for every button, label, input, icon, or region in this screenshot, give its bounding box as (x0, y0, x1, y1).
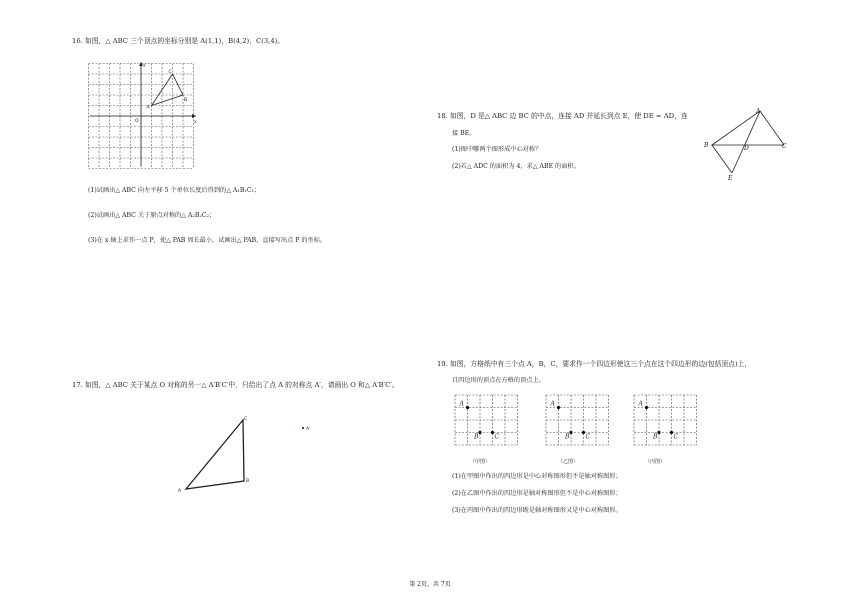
segment-be (712, 145, 732, 173)
point-a-label: A (146, 105, 150, 111)
point-a (466, 406, 469, 409)
origin-label: O (135, 119, 139, 124)
point-b-label: B (653, 433, 658, 441)
point-e-label: E (728, 175, 733, 182)
caption-yi: （乙图） (558, 459, 579, 465)
point-b (569, 431, 572, 434)
point-c-label: C (494, 433, 500, 441)
caption-jia: （甲图） (470, 459, 491, 465)
q17-triangle-figure (170, 410, 330, 500)
q18-stem-cont: 接 BE。 (452, 130, 476, 137)
x-axis-label: x (194, 120, 197, 125)
point-b-label: B (474, 433, 479, 441)
point-b (657, 431, 660, 434)
grid-2 (546, 395, 609, 445)
q16-part1: (1)试画出△ ABC 向左平移 5 个单位长度后得到的△ A₁B₁C₁； (88, 187, 261, 194)
q18-part1: (1)图中哪两个图形成中心对称？ (452, 146, 542, 153)
q19-part1: (1)在甲图中作出的四边形是中心对称图形但不是轴对称图形； (452, 473, 622, 480)
point-b (478, 431, 481, 434)
q18-stem: 18. 如图，D 是△ ABC 边 BC 的中点，连接 AD 并延长到点 E，使 DE = AD，连 (437, 112, 688, 120)
q16-stem: 16. 如图，△ ABC 三个顶点的坐标分别是 A(1,1)，B(4,2)，C(3,4)。 (72, 37, 285, 45)
q19-part3: (3)在丙图中作出的四边形既是轴对称图形又是中心对称图形。 (452, 507, 622, 514)
point-c-label: C (673, 433, 679, 441)
point-c-label: C (244, 417, 248, 422)
q18-part2: (2)若△ ADC 的面积为 4，求△ ABE 的面积。 (452, 163, 580, 170)
q19-part2: (2)在乙图中作出的四边形是轴对称图形但不是中心对称图形； (452, 490, 622, 497)
point-a-label: A (550, 400, 555, 408)
q16-coordinate-graph (88, 60, 203, 170)
triangle-abc (712, 111, 784, 145)
point-a-prime (302, 427, 304, 429)
triangle-abc (152, 74, 184, 106)
point-a-label: A (178, 489, 182, 494)
point-b-label: B (565, 433, 570, 441)
point-a-label: A (459, 400, 464, 408)
point-c-label: C (585, 433, 591, 441)
q17-stem: 17. 如图，△ ABC 关于某点 O 对称的另一△ A′B′C′中，只给出了点 A 的对称点 A′，请画出 O 和△ A′B′C′。 (72, 381, 399, 389)
caption-bing: （丙图） (645, 459, 666, 465)
point-a-label: A (638, 400, 643, 408)
triangle-abc (186, 420, 244, 489)
q16-part2: (2)试画出△ ABC 关于原点对称的△ A₂B₂C₂； (88, 212, 216, 219)
grid-1 (455, 395, 518, 445)
page-footer: 第 2页，共 7页 (409, 581, 451, 588)
grid-3 (634, 395, 697, 445)
point-a-label: A (756, 108, 761, 115)
y-axis-label: y (143, 63, 146, 68)
q19-grid-figures (450, 393, 710, 468)
point-a-prime-label: A′ (306, 427, 311, 432)
q16-part3: (3)在 x 轴上求作一点 P，使△ PAB 周长最小，试画出△ PAB，直接写出点 P 的坐标。 (88, 237, 327, 244)
point-a (557, 406, 560, 409)
segment-ae (732, 111, 760, 173)
q19-stem: 19. 如图，方格纸中有三个点 A，B，C，要求作一个四边形使这三个点在这个四边形的边(包括顶点)上， (437, 360, 752, 368)
point-c-label: C (782, 143, 787, 150)
point-c-label: C (168, 70, 172, 75)
point-a (645, 406, 648, 409)
q19-stem-cont: 且四边形的顶点在方格的顶点上。 (452, 377, 545, 384)
point-d-label: D (744, 145, 749, 152)
point-b-label: B (246, 479, 250, 484)
point-b-label: B (704, 142, 709, 149)
point-b-label: B (184, 98, 188, 103)
q18-geometry-figure (700, 105, 795, 185)
